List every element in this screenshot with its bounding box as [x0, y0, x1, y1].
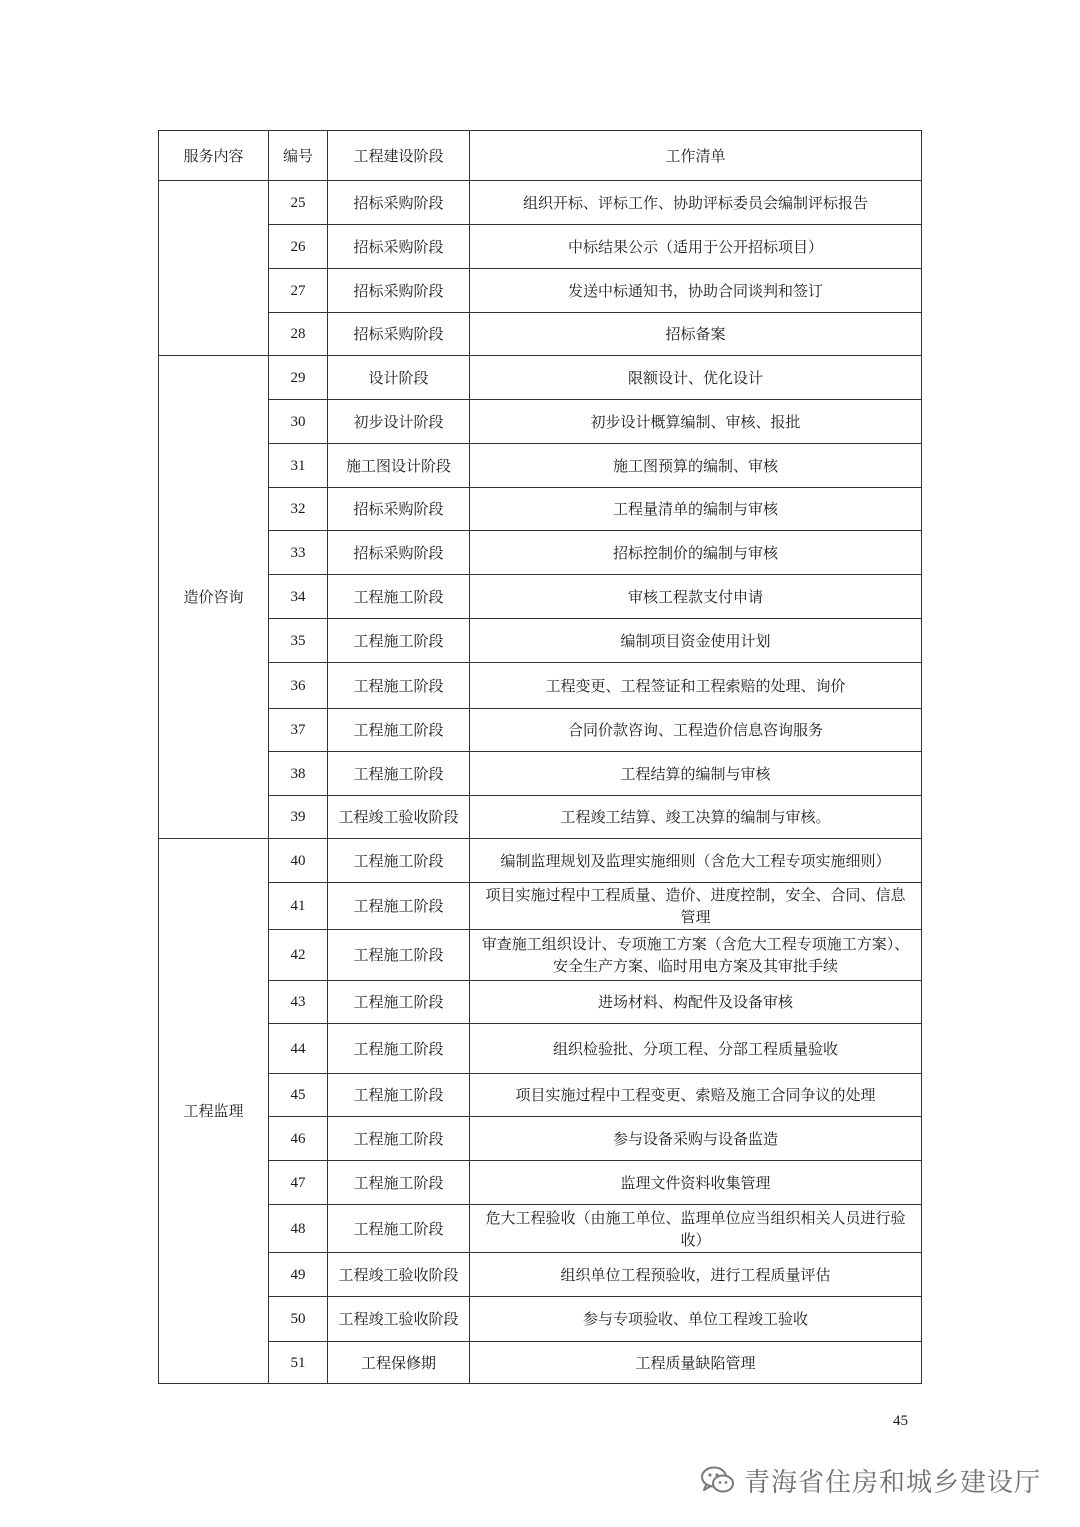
table-row [159, 1342, 922, 1384]
work-list-cell: 招标备案 [470, 313, 922, 356]
number-cell: 39 [269, 796, 328, 839]
stage-cell: 工程施工阶段 [328, 709, 470, 752]
stage-cell: 工程施工阶段 [328, 1205, 470, 1253]
table-row [159, 400, 922, 444]
stage-cell: 招标采购阶段 [328, 531, 470, 575]
number-cell: 27 [269, 269, 328, 313]
table-row [159, 839, 922, 883]
number-cell: 48 [269, 1205, 328, 1253]
work-list-cell: 工程变更、工程签证和工程索赔的处理、询价 [470, 663, 922, 709]
work-list-cell: 参与设备采购与设备监造 [470, 1117, 922, 1161]
work-list-cell: 进场材料、构配件及设备审核 [470, 981, 922, 1024]
number-cell: 35 [269, 619, 328, 663]
header-stage: 工程建设阶段 [328, 131, 470, 181]
stage-cell: 工程施工阶段 [328, 930, 470, 981]
table-row [159, 1074, 922, 1117]
stage-cell: 工程施工阶段 [328, 1161, 470, 1205]
number-cell: 34 [269, 575, 328, 619]
table-row [159, 619, 922, 663]
service-cell: 工程监理 [159, 839, 269, 1384]
number-cell: 41 [269, 883, 328, 930]
number-cell: 51 [269, 1342, 328, 1384]
table-row [159, 225, 922, 269]
stage-cell: 初步设计阶段 [328, 400, 470, 444]
number-cell: 50 [269, 1297, 328, 1342]
stage-cell: 工程施工阶段 [328, 1074, 470, 1117]
work-list-cell: 监理文件资料收集管理 [470, 1161, 922, 1205]
table-row [159, 181, 922, 225]
table-row [159, 1024, 922, 1074]
work-list-cell: 项目实施过程中工程变更、索赔及施工合同争议的处理 [470, 1074, 922, 1117]
work-list-cell: 参与专项验收、单位工程竣工验收 [470, 1297, 922, 1342]
table-row [159, 531, 922, 575]
stage-cell: 设计阶段 [328, 356, 470, 400]
work-list-cell: 项目实施过程中工程质量、造价、进度控制，安全、合同、信息管理 [470, 883, 922, 930]
table-row [159, 444, 922, 488]
stage-cell: 工程施工阶段 [328, 663, 470, 709]
table-row [159, 1205, 922, 1253]
table-row [159, 981, 922, 1024]
work-list-cell: 中标结果公示（适用于公开招标项目） [470, 225, 922, 269]
watermark [700, 1458, 1041, 1502]
work-list-cell: 工程结算的编制与审核 [470, 752, 922, 796]
stage-cell: 招标采购阶段 [328, 488, 470, 531]
work-list-cell: 审查施工组织设计、专项施工方案（含危大工程专项施工方案）、安全生产方案、临时用电方案及其审批手续 [470, 930, 922, 981]
number-cell: 40 [269, 839, 328, 883]
table-row [159, 356, 922, 400]
stage-cell: 工程施工阶段 [328, 1024, 470, 1074]
table-row [159, 575, 922, 619]
table-row [159, 1161, 922, 1205]
stage-cell: 招标采购阶段 [328, 181, 470, 225]
stage-cell: 工程竣工验收阶段 [328, 1297, 470, 1342]
table-row [159, 313, 922, 356]
number-cell: 42 [269, 930, 328, 981]
stage-cell: 施工图设计阶段 [328, 444, 470, 488]
table-row [159, 1253, 922, 1297]
number-cell: 30 [269, 400, 328, 444]
number-cell: 32 [269, 488, 328, 531]
number-cell: 44 [269, 1024, 328, 1074]
number-cell: 25 [269, 181, 328, 225]
stage-cell: 工程竣工验收阶段 [328, 796, 470, 839]
table-row [159, 752, 922, 796]
table-row [159, 663, 922, 709]
work-list-cell: 招标控制价的编制与审核 [470, 531, 922, 575]
table-header-row [159, 131, 922, 181]
number-cell: 26 [269, 225, 328, 269]
header-number: 编号 [269, 131, 328, 181]
stage-cell: 招标采购阶段 [328, 269, 470, 313]
work-list-cell: 危大工程验收（由施工单位、监理单位应当组织相关人员进行验收） [470, 1205, 922, 1253]
stage-cell: 工程保修期 [328, 1342, 470, 1384]
service-cell: 造价咨询 [159, 356, 269, 839]
stage-cell: 招标采购阶段 [328, 225, 470, 269]
header-work-list: 工作清单 [470, 131, 922, 181]
work-list-cell: 组织检验批、分项工程、分部工程质量验收 [470, 1024, 922, 1074]
number-cell: 47 [269, 1161, 328, 1205]
work-list-cell: 施工图预算的编制、审核 [470, 444, 922, 488]
work-list-cell: 合同价款咨询、工程造价信息咨询服务 [470, 709, 922, 752]
number-cell: 33 [269, 531, 328, 575]
stage-cell: 工程施工阶段 [328, 839, 470, 883]
table-row [159, 1297, 922, 1342]
work-list-cell: 工程量清单的编制与审核 [470, 488, 922, 531]
service-cell [159, 181, 269, 356]
stage-cell: 工程施工阶段 [328, 981, 470, 1024]
work-list-cell: 限额设计、优化设计 [470, 356, 922, 400]
stage-cell: 工程施工阶段 [328, 619, 470, 663]
work-list-cell: 编制项目资金使用计划 [470, 619, 922, 663]
number-cell: 28 [269, 313, 328, 356]
page-number: 45 [893, 1413, 908, 1429]
number-cell: 29 [269, 356, 328, 400]
stage-cell: 工程竣工验收阶段 [328, 1253, 470, 1297]
work-list-cell: 组织开标、评标工作、协助评标委员会编制评标报告 [470, 181, 922, 225]
work-list-cell: 审核工程款支付申请 [470, 575, 922, 619]
number-cell: 43 [269, 981, 328, 1024]
number-cell: 37 [269, 709, 328, 752]
number-cell: 45 [269, 1074, 328, 1117]
work-list-cell: 发送中标通知书，协助合同谈判和签订 [470, 269, 922, 313]
stage-cell: 招标采购阶段 [328, 313, 470, 356]
number-cell: 46 [269, 1117, 328, 1161]
number-cell: 36 [269, 663, 328, 709]
stage-cell: 工程施工阶段 [328, 752, 470, 796]
wechat-icon [700, 1465, 736, 1495]
table-row [159, 1117, 922, 1161]
table-row [159, 269, 922, 313]
table-row [159, 709, 922, 752]
watermark-text: 青海省住房和城乡建设厅 [744, 1467, 1042, 1498]
number-cell: 31 [269, 444, 328, 488]
service-table [158, 130, 922, 1384]
table-row [159, 883, 922, 930]
stage-cell: 工程施工阶段 [328, 1117, 470, 1161]
table-row [159, 488, 922, 531]
stage-cell: 工程施工阶段 [328, 575, 470, 619]
work-list-cell: 组织单位工程预验收，进行工程质量评估 [470, 1253, 922, 1297]
number-cell: 38 [269, 752, 328, 796]
work-list-cell: 工程竣工结算、竣工决算的编制与审核。 [470, 796, 922, 839]
table-row [159, 796, 922, 839]
header-service: 服务内容 [159, 131, 269, 181]
table-row [159, 930, 922, 981]
work-list-cell: 编制监理规划及监理实施细则（含危大工程专项实施细则） [470, 839, 922, 883]
stage-cell: 工程施工阶段 [328, 883, 470, 930]
number-cell: 49 [269, 1253, 328, 1297]
work-list-cell: 初步设计概算编制、审核、报批 [470, 400, 922, 444]
work-list-cell: 工程质量缺陷管理 [470, 1342, 922, 1384]
